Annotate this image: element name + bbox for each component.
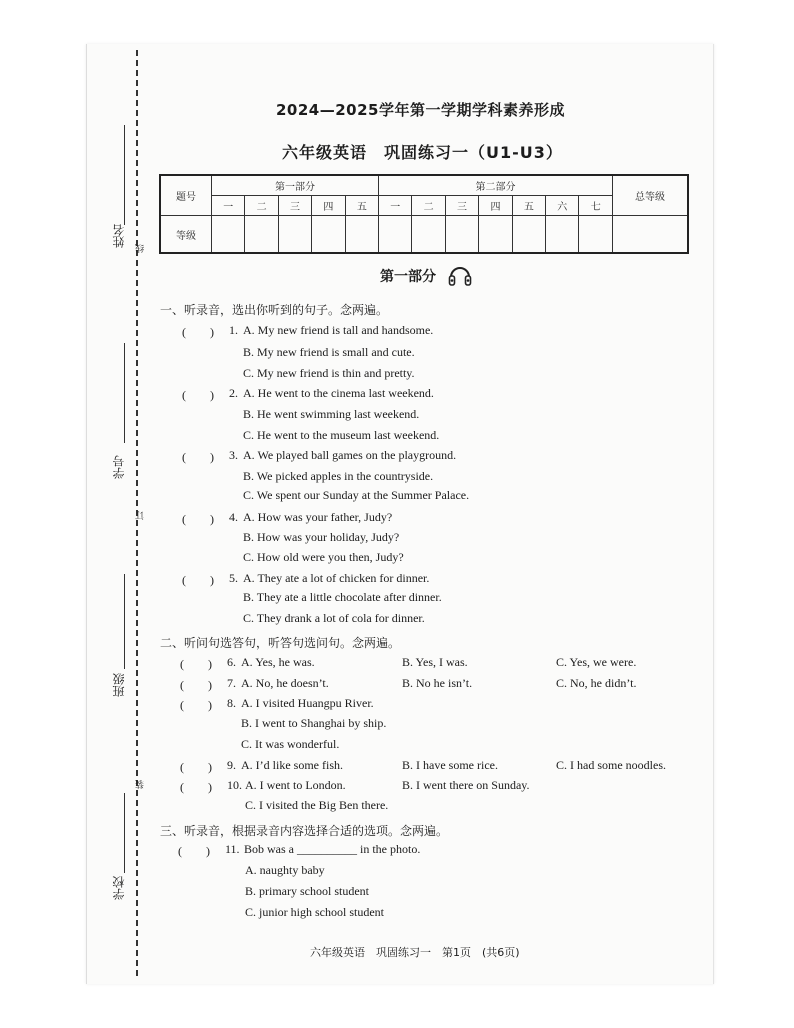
school-blank bbox=[124, 793, 125, 873]
option-c: C. How old were you then, Judy? bbox=[243, 550, 404, 564]
option-b: B. My new friend is small and cute. bbox=[243, 345, 415, 359]
question-number: 1. bbox=[229, 323, 238, 337]
option-b: B. They ate a little chocolate after dinner. bbox=[243, 590, 442, 604]
row-label-question-no: 题号 bbox=[160, 175, 212, 216]
grade-cell bbox=[212, 216, 245, 254]
name-label: 姓名 bbox=[112, 224, 126, 248]
class-blank bbox=[124, 574, 125, 669]
option-a: A. I’d like some fish. bbox=[241, 758, 343, 772]
question-number: 9. bbox=[227, 758, 236, 772]
option-b: B. I went there on Sunday. bbox=[402, 778, 530, 792]
answer-paren[interactable]: ( ) bbox=[180, 780, 212, 794]
option-a: A. My new friend is tall and handsome. bbox=[243, 323, 434, 337]
headphones-icon bbox=[447, 262, 473, 288]
answer-paren[interactable]: ( ) bbox=[180, 657, 212, 671]
answer-paren[interactable]: ( ) bbox=[182, 450, 214, 464]
question-number: 2. bbox=[229, 386, 238, 400]
name-blank bbox=[124, 125, 125, 225]
question-number: 11. bbox=[225, 842, 240, 856]
part1-header: 第一部分 bbox=[212, 175, 379, 196]
school-label: 学校 bbox=[112, 876, 126, 900]
part2-col: 三 bbox=[445, 196, 478, 216]
part2-col: 七 bbox=[579, 196, 613, 216]
answer-paren[interactable]: ( ) bbox=[180, 760, 212, 774]
option-b: B. We picked apples in the countryside. bbox=[243, 469, 434, 483]
grade-cell bbox=[345, 216, 378, 254]
option-b: B. No he isn’t. bbox=[402, 676, 473, 690]
row-label-grade: 等级 bbox=[160, 216, 212, 254]
part1-col: 三 bbox=[278, 196, 311, 216]
question-number: 8. bbox=[227, 696, 236, 710]
part1-col: 四 bbox=[312, 196, 345, 216]
option-a: A. No, he doesn’t. bbox=[241, 676, 329, 690]
option-c: C. It was wonderful. bbox=[241, 737, 340, 751]
grade-cell bbox=[613, 216, 689, 254]
option-c: C. No, he didn’t. bbox=[556, 676, 637, 690]
question-number: 3. bbox=[229, 448, 238, 462]
total-grade-header: 总等级 bbox=[613, 175, 689, 216]
option-a: A. I went to London. bbox=[245, 778, 346, 792]
option-b: B. How was your holiday, Judy? bbox=[243, 530, 400, 544]
bind-char-ding: 订 bbox=[136, 511, 146, 520]
bind-char-zhuang: 装 bbox=[136, 780, 146, 789]
option-a: A. How was your father, Judy? bbox=[243, 510, 393, 524]
option-a: A. naughty baby bbox=[245, 863, 325, 877]
option-b: B. He went swimming last weekend. bbox=[243, 407, 420, 421]
answer-paren[interactable]: ( ) bbox=[180, 698, 212, 712]
option-c: C. Yes, we were. bbox=[556, 655, 637, 669]
option-b: B. Yes, I was. bbox=[402, 655, 468, 669]
answer-paren[interactable]: ( ) bbox=[182, 325, 214, 339]
student-no-blank bbox=[124, 343, 125, 443]
option-a: A. They ate a lot of chicken for dinner. bbox=[243, 571, 430, 585]
option-b: B. I went to Shanghai by ship. bbox=[241, 716, 387, 730]
option-c: C. We spent our Sunday at the Summer Palace. bbox=[243, 488, 470, 502]
part2-col: 二 bbox=[412, 196, 445, 216]
page-footer: 六年级英语 巩固练习一 第1页 (共6页) bbox=[310, 946, 520, 959]
grade-cell bbox=[245, 216, 278, 254]
grade-cell bbox=[512, 216, 545, 254]
option-c: C. He went to the museum last weekend. bbox=[243, 428, 440, 442]
question-number: 10. bbox=[227, 778, 242, 792]
grade-cell bbox=[278, 216, 311, 254]
student-no-label: 学号 bbox=[112, 455, 126, 479]
answer-paren[interactable]: ( ) bbox=[178, 844, 210, 858]
part-heading: 第一部分 bbox=[380, 269, 436, 285]
grade-cell bbox=[579, 216, 613, 254]
option-c: C. junior high school student bbox=[245, 905, 384, 919]
answer-paren[interactable]: ( ) bbox=[182, 573, 214, 587]
option-c: C. They drank a lot of cola for dinner. bbox=[243, 611, 425, 625]
part2-header: 第二部分 bbox=[379, 175, 613, 196]
option-c: C. I visited the Big Ben there. bbox=[245, 798, 389, 812]
grade-cell bbox=[412, 216, 445, 254]
exam-subtitle: 六年级英语 巩固练习一（U1-U3） bbox=[282, 143, 563, 162]
grade-cell bbox=[479, 216, 512, 254]
option-b: B. I have some rice. bbox=[402, 758, 498, 772]
part2-col: 五 bbox=[512, 196, 545, 216]
part2-col: 一 bbox=[379, 196, 412, 216]
section-2-title: 二、听问句选答句，听答句选问句。念两遍。 bbox=[160, 636, 401, 650]
question-stem: Bob was a __________ in the photo. bbox=[244, 842, 421, 856]
answer-paren[interactable]: ( ) bbox=[180, 678, 212, 692]
question-number: 4. bbox=[229, 510, 238, 524]
option-a: A. He went to the cinema last weekend. bbox=[243, 386, 434, 400]
bind-char-xian: 线 bbox=[136, 244, 146, 253]
option-a: A. Yes, he was. bbox=[241, 655, 315, 669]
answer-paren[interactable]: ( ) bbox=[182, 388, 214, 402]
part1-col: 五 bbox=[345, 196, 378, 216]
part2-col: 四 bbox=[479, 196, 512, 216]
grade-table bbox=[159, 174, 689, 254]
grade-cell bbox=[445, 216, 478, 254]
option-c: C. I had some noodles. bbox=[556, 758, 666, 772]
exam-title: 2024—2025学年第一学期学科素养形成 bbox=[276, 101, 565, 119]
answer-paren[interactable]: ( ) bbox=[182, 512, 214, 526]
class-label: 班级 bbox=[112, 673, 126, 697]
grade-cell bbox=[379, 216, 412, 254]
option-b: B. primary school student bbox=[245, 884, 369, 898]
question-number: 7. bbox=[227, 676, 236, 690]
grade-cell bbox=[546, 216, 579, 254]
question-number: 6. bbox=[227, 655, 236, 669]
section-3-title: 三、听录音，根据录音内容选择合适的选项。念两遍。 bbox=[160, 824, 449, 838]
part1-col: 二 bbox=[245, 196, 278, 216]
option-a: A. We played ball games on the playground. bbox=[243, 448, 457, 462]
grade-cell bbox=[312, 216, 345, 254]
option-c: C. My new friend is thin and pretty. bbox=[243, 366, 415, 380]
part2-col: 六 bbox=[546, 196, 579, 216]
option-a: A. I visited Huangpu River. bbox=[241, 696, 374, 710]
part1-col: 一 bbox=[212, 196, 245, 216]
question-number: 5. bbox=[229, 571, 238, 585]
section-1-title: 一、听录音，选出你听到的句子。念两遍。 bbox=[160, 303, 389, 317]
